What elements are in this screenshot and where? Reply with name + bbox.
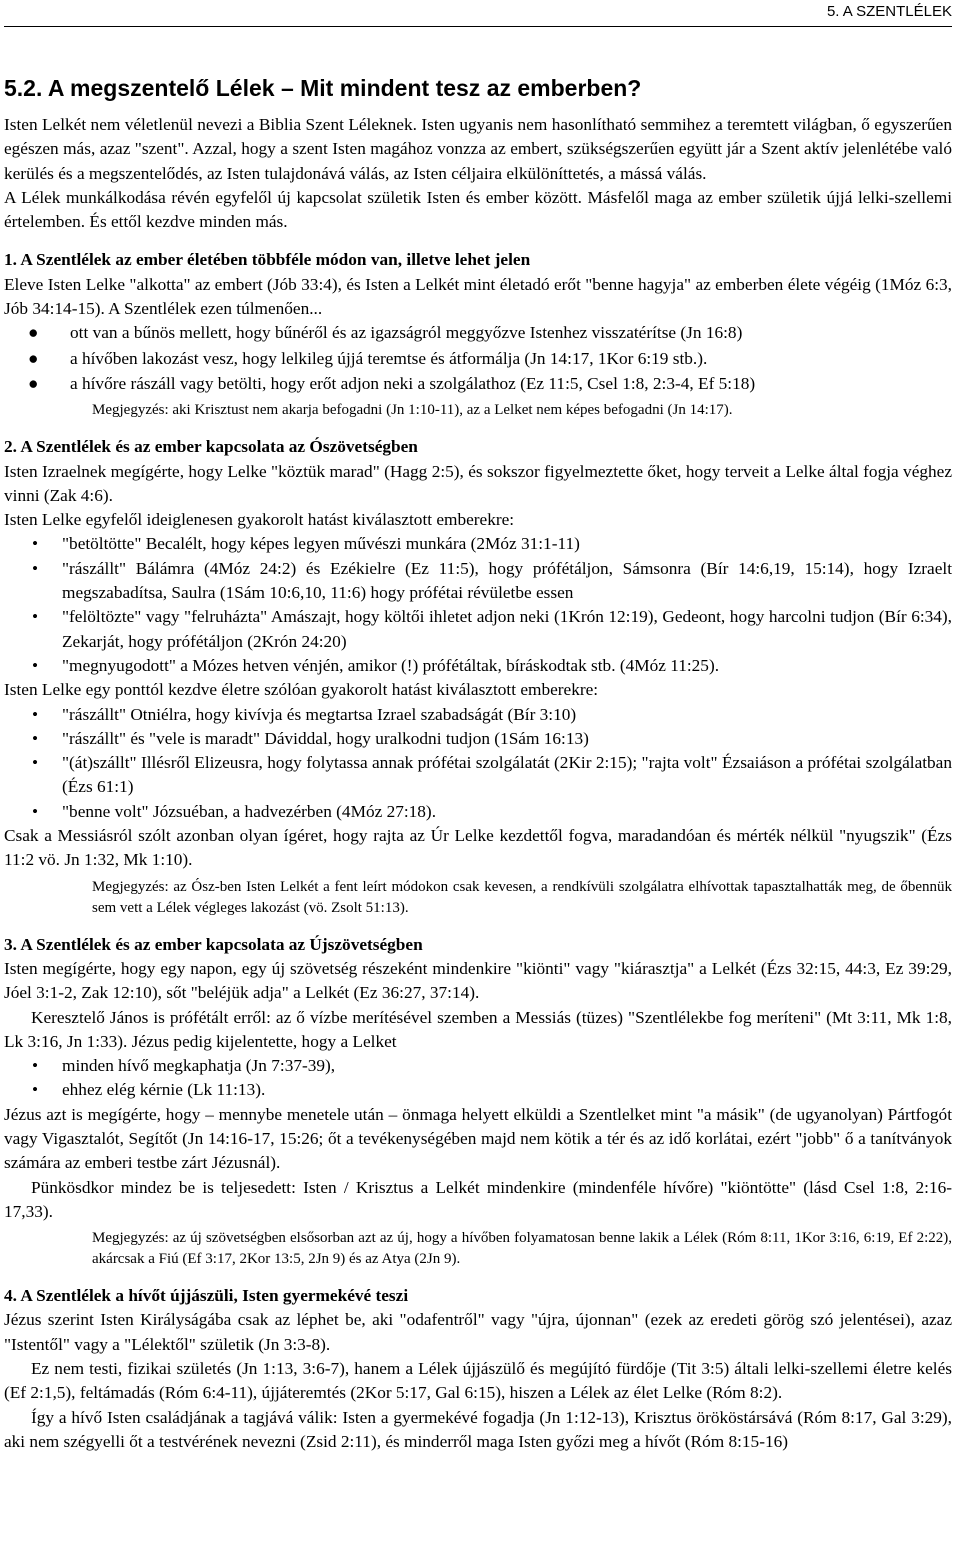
list-item: ● ott van a bűnös mellett, hogy bűnéről és az igazságról meggyőzve Istenhez visszatérítse (Jn 16:8) bbox=[4, 321, 952, 345]
section-1-list bbox=[4, 321, 952, 396]
section-4-paragraph-2: Ez nem testi, fizikai születés (Jn 1:13, 3:6-7), hanem a Lélek újjászülő és megújító fürdője (Tit 3:5) általi lelki-szellemi életre kelés (Ef 2:1,5), feltámadás (Róm 6:4-11), újjáteremtés (2Kor 5:17, Gal 6:15), hiszen a Lélek az élet Lelke (Róm 8:2). bbox=[4, 1359, 952, 1403]
page-title: 5.2. A megszentelő Lélek – Mit mindent tesz az emberben? bbox=[4, 75, 642, 101]
section-3-paragraph-1: Isten megígérte, hogy egy napon, egy új szövetség részeként mindenkire "kiönti" vagy "kiárasztja" a Lelkét (Ézs 32:15, 44:3, Ez 39:29, Jóel 3:1-2, Zak 12:10), sőt "beléjük adja" a Lelkét (Ez 36:27, 37:14). bbox=[4, 958, 952, 1003]
list-item: • "benne volt" Józsuéban, a hadvezérben (4Móz 27:18). bbox=[4, 800, 952, 824]
section-2-heading: 2. A Szentlélek és az ember kapcsolata az Ószövetségben bbox=[4, 437, 418, 457]
section-1-note: Megjegyzés: aki Krisztust nem akarja befogadni (Jn 1:10-11), az a Lelket nem képes befogadni (Jn 14:17). bbox=[92, 402, 733, 419]
section-3-heading: 3. A Szentlélek és az ember kapcsolata az Újszövetségben bbox=[4, 934, 423, 954]
list-item: • "rászállt" Bálámra (4Móz 24:2) és Ezékielre (Ez 11:5), hogy prófétáljon, Sámsonra (Bír 14:6,19, 15:14), hogy Izraelt megszabadítsa, Saulra (1Sám 10:6,10, 11:6) hogy prófétai révületbe essen bbox=[32, 558, 952, 603]
section-1-text: Eleve Isten Lelke "alkotta" az embert (Jób 33:4), és Isten a Lelkét mint életadó erőt "benne hagyja" az emberben élete végéig (1Móz 6:3, Jób 34:14-15). A Szentlélek ezen túlmenően... bbox=[4, 274, 952, 319]
bullet-icon: • bbox=[32, 801, 39, 821]
list-item: • minden hívő megkaphatja (Jn 7:37-39), bbox=[4, 1054, 952, 1078]
bullet-icon: • bbox=[32, 607, 39, 627]
intro-paragraph-2: A Lélek munkálkodása révén egyfelől új kapcsolat születik Isten és ember között. Másfelől maga az ember születik újjá lelki-szellemi értelemben. És ettől kezdve minden más. bbox=[4, 187, 952, 232]
section-2-paragraph-1: Isten Izraelnek megígérte, hogy Lelke "köztük marad" (Hagg 2:5), és sokszor figyelmeztette őket, hogy terveit a Lelke által fogja véghez vinni (Zak 4:6). bbox=[4, 461, 952, 505]
bullet-icon: • bbox=[32, 534, 39, 554]
section-2-paragraph-2: Isten Lelke egyfelől ideiglenesen gyakorolt hatást kiválasztott emberekre: bbox=[4, 510, 515, 530]
section-3-paragraph-2: Keresztelő János is prófétált erről: az ő vízbe merítésével szemben a Messiás (tüzes) "Szentlélekbe fog meríteni" (Mt 3:11, Mk 1:8, Lk 3:16, Jn 1:33). Jézus pedig kijelentette, hogy a Lelket bbox=[4, 1007, 952, 1051]
bullet-icon: • bbox=[32, 704, 39, 724]
header-rule bbox=[4, 26, 952, 27]
bullet-icon: • bbox=[32, 728, 39, 748]
list-item: • ehhez elég kérnie (Lk 11:13). bbox=[4, 1078, 952, 1102]
section-2-paragraph-3: Isten Lelke egy ponttól kezdve életre szólóan gyakorolt hatást kiválasztott emberekre: bbox=[4, 680, 599, 700]
section-4-paragraph-1: Jézus szerint Isten Királyságába csak az léphet be, aki "odafentről" vagy "újra, újonnan" (ezek az eredeti görög szó jelentései), azaz "Istentől" vagy a "Lélektől" születik (Jn 3:3-8). bbox=[4, 1310, 952, 1354]
bullet-icon: ● bbox=[28, 323, 39, 343]
list-item: ● a hívőre rászáll vagy betölti, hogy erőt adjon neki a szolgálathoz (Ez 11:5, Csel 1:8, 2:3-4, Ef 5:18) bbox=[4, 372, 952, 396]
temporary-effects-list bbox=[4, 532, 952, 678]
section-4-heading: 4. A Szentlélek a hívőt újjászüli, Isten gyermekévé teszi bbox=[4, 1286, 409, 1306]
running-header: 5. A SZENTLÉLEK bbox=[826, 3, 952, 20]
page-content bbox=[4, 73, 952, 1454]
bullet-icon: ● bbox=[28, 373, 39, 393]
bullet-icon: • bbox=[32, 1080, 39, 1100]
list-item: • "rászállt" Otniélra, hogy kivívja és megtartsa Izrael szabadságát (Bír 3:10) bbox=[4, 703, 952, 727]
bullet-icon: • bbox=[32, 1056, 39, 1076]
section-3-paragraph-4: Pünkösdkor mindez be is teljesedett: Isten / Krisztus a Lelkét mindenkire (mindenféle hívőre) "kiöntötte" (lásd Csel 1:8, 2:16-17,33). bbox=[4, 1177, 952, 1221]
bullet-icon: • bbox=[32, 655, 39, 675]
section-2-note: Megjegyzés: az Ósz-ben Isten Lelkét a fent leírt módokon csak kevesen, a rendkívüli szolgálatra elhívottak tapasztalhatták meg, de őbennük sem vett a Lélek végleges lakozást (vö. Zsolt 51:13). bbox=[92, 878, 952, 916]
intro-paragraph-1: Isten Lelkét nem véletlenül nevezi a Biblia Szent Léleknek. Isten ugyanis nem hasonlítható semmihez a teremtett világban, ő egyszerűen egészen más, azaz "szent". Azzal, hogy a szent Isten magához vonzza az embert, szükségszerűen együtt jár a Szent aktív jelenlétébe való kerülés és a megszentelődés, az Isten tulajdonává válás, az Isten céljaira elkülöníttetés, a mássá válás. bbox=[4, 115, 952, 183]
list-item: • "betöltötte" Becalélt, hogy képes legyen művészi munkára (2Móz 31:1-11) bbox=[4, 532, 952, 556]
list-item: • "rászállt" és "vele is maradt" Dáviddal, hogy uralkodni tudjon (1Sám 16:13) bbox=[4, 727, 952, 751]
section-2-paragraph-4: Csak a Messiásról szólt azonban olyan ígéret, hogy rajta az Úr Lelke kezdettől fogva, maradandóan és mérték nélkül "nyugszik" (Ézs 11:2 vö. Jn 1:32, Mk 1:10). bbox=[4, 826, 952, 870]
bullet-icon: • bbox=[32, 558, 39, 578]
list-item: ● a hívőben lakozást vesz, hogy lelkileg újjá teremtse és átformálja (Jn 14:17, 1Kor 6:19 stb.). bbox=[4, 347, 952, 371]
list-item: • "megnyugodott" a Mózes hetven vénjén, amikor (!) prófétáltak, bíráskodtak stb. (4Móz 11:25). bbox=[4, 654, 952, 678]
section-3-note: Megjegyzés: az új szövetségben elsősorban azt az új, hogy a hívőben folyamatosan benne lakik a Lélek (Róm 8:11, 1Kor 3:16, 6:19, Ef 2:22), akárcsak a Fiú (Ef 3:17, 2Kor 13:5, 2Jn 9) és az Atya (2Jn 9). bbox=[92, 1230, 952, 1268]
bullet-icon: • bbox=[32, 753, 39, 773]
list-item: • "(át)szállt" Illésről Elizeusra, hogy folytassa annak prófétai szolgálatát (2Kir 2:15); "rajta volt" Ézsaiáson a prófétai szolgálatban (Ézs 61:1) bbox=[32, 753, 952, 797]
bullet-icon: ● bbox=[28, 348, 39, 368]
list-item: • "felöltözte" vagy "felruházta" Amászajt, hogy költői ihletet adjon neki (1Krón 12:19), Gedeont, hogy harcolni tudjon (Bír 6:34), Zekarját, hogy prófétáljon (2Krón 24:20) bbox=[32, 607, 952, 651]
lifelong-effects-list bbox=[4, 703, 952, 824]
section-3-paragraph-3: Jézus azt is megígérte, hogy – mennybe menetele után – önmaga helyett elküldi a Szentlelket mint "a másik" (de ugyanolyan) Pártfogót vagy Vigasztalót, Segítőt (Jn 14:16-17, 15:26; őt a tevékenységében majd nem kötik a tér és az idő korlátai, ezért "jobb" ő a tanítványok számára az emberi testbe zárt Jézusnál). bbox=[4, 1104, 952, 1173]
section-1-heading: 1. A Szentlélek az ember életében többféle módon van, illetve lehet jelen bbox=[4, 250, 531, 270]
section-3-list bbox=[4, 1054, 952, 1103]
section-4-paragraph-3: Így a hívő Isten családjának a tagjává válik: Isten a gyermekévé fogadja (Jn 1:12-13), Krisztus örököstársává (Róm 8:17, Gal 3:29), aki nem szégyelli őt a testvérének nevezni (Zsid 2:11), és minderről maga Isten győzi meg a hívőt (Róm 8:15-16) bbox=[4, 1407, 952, 1451]
